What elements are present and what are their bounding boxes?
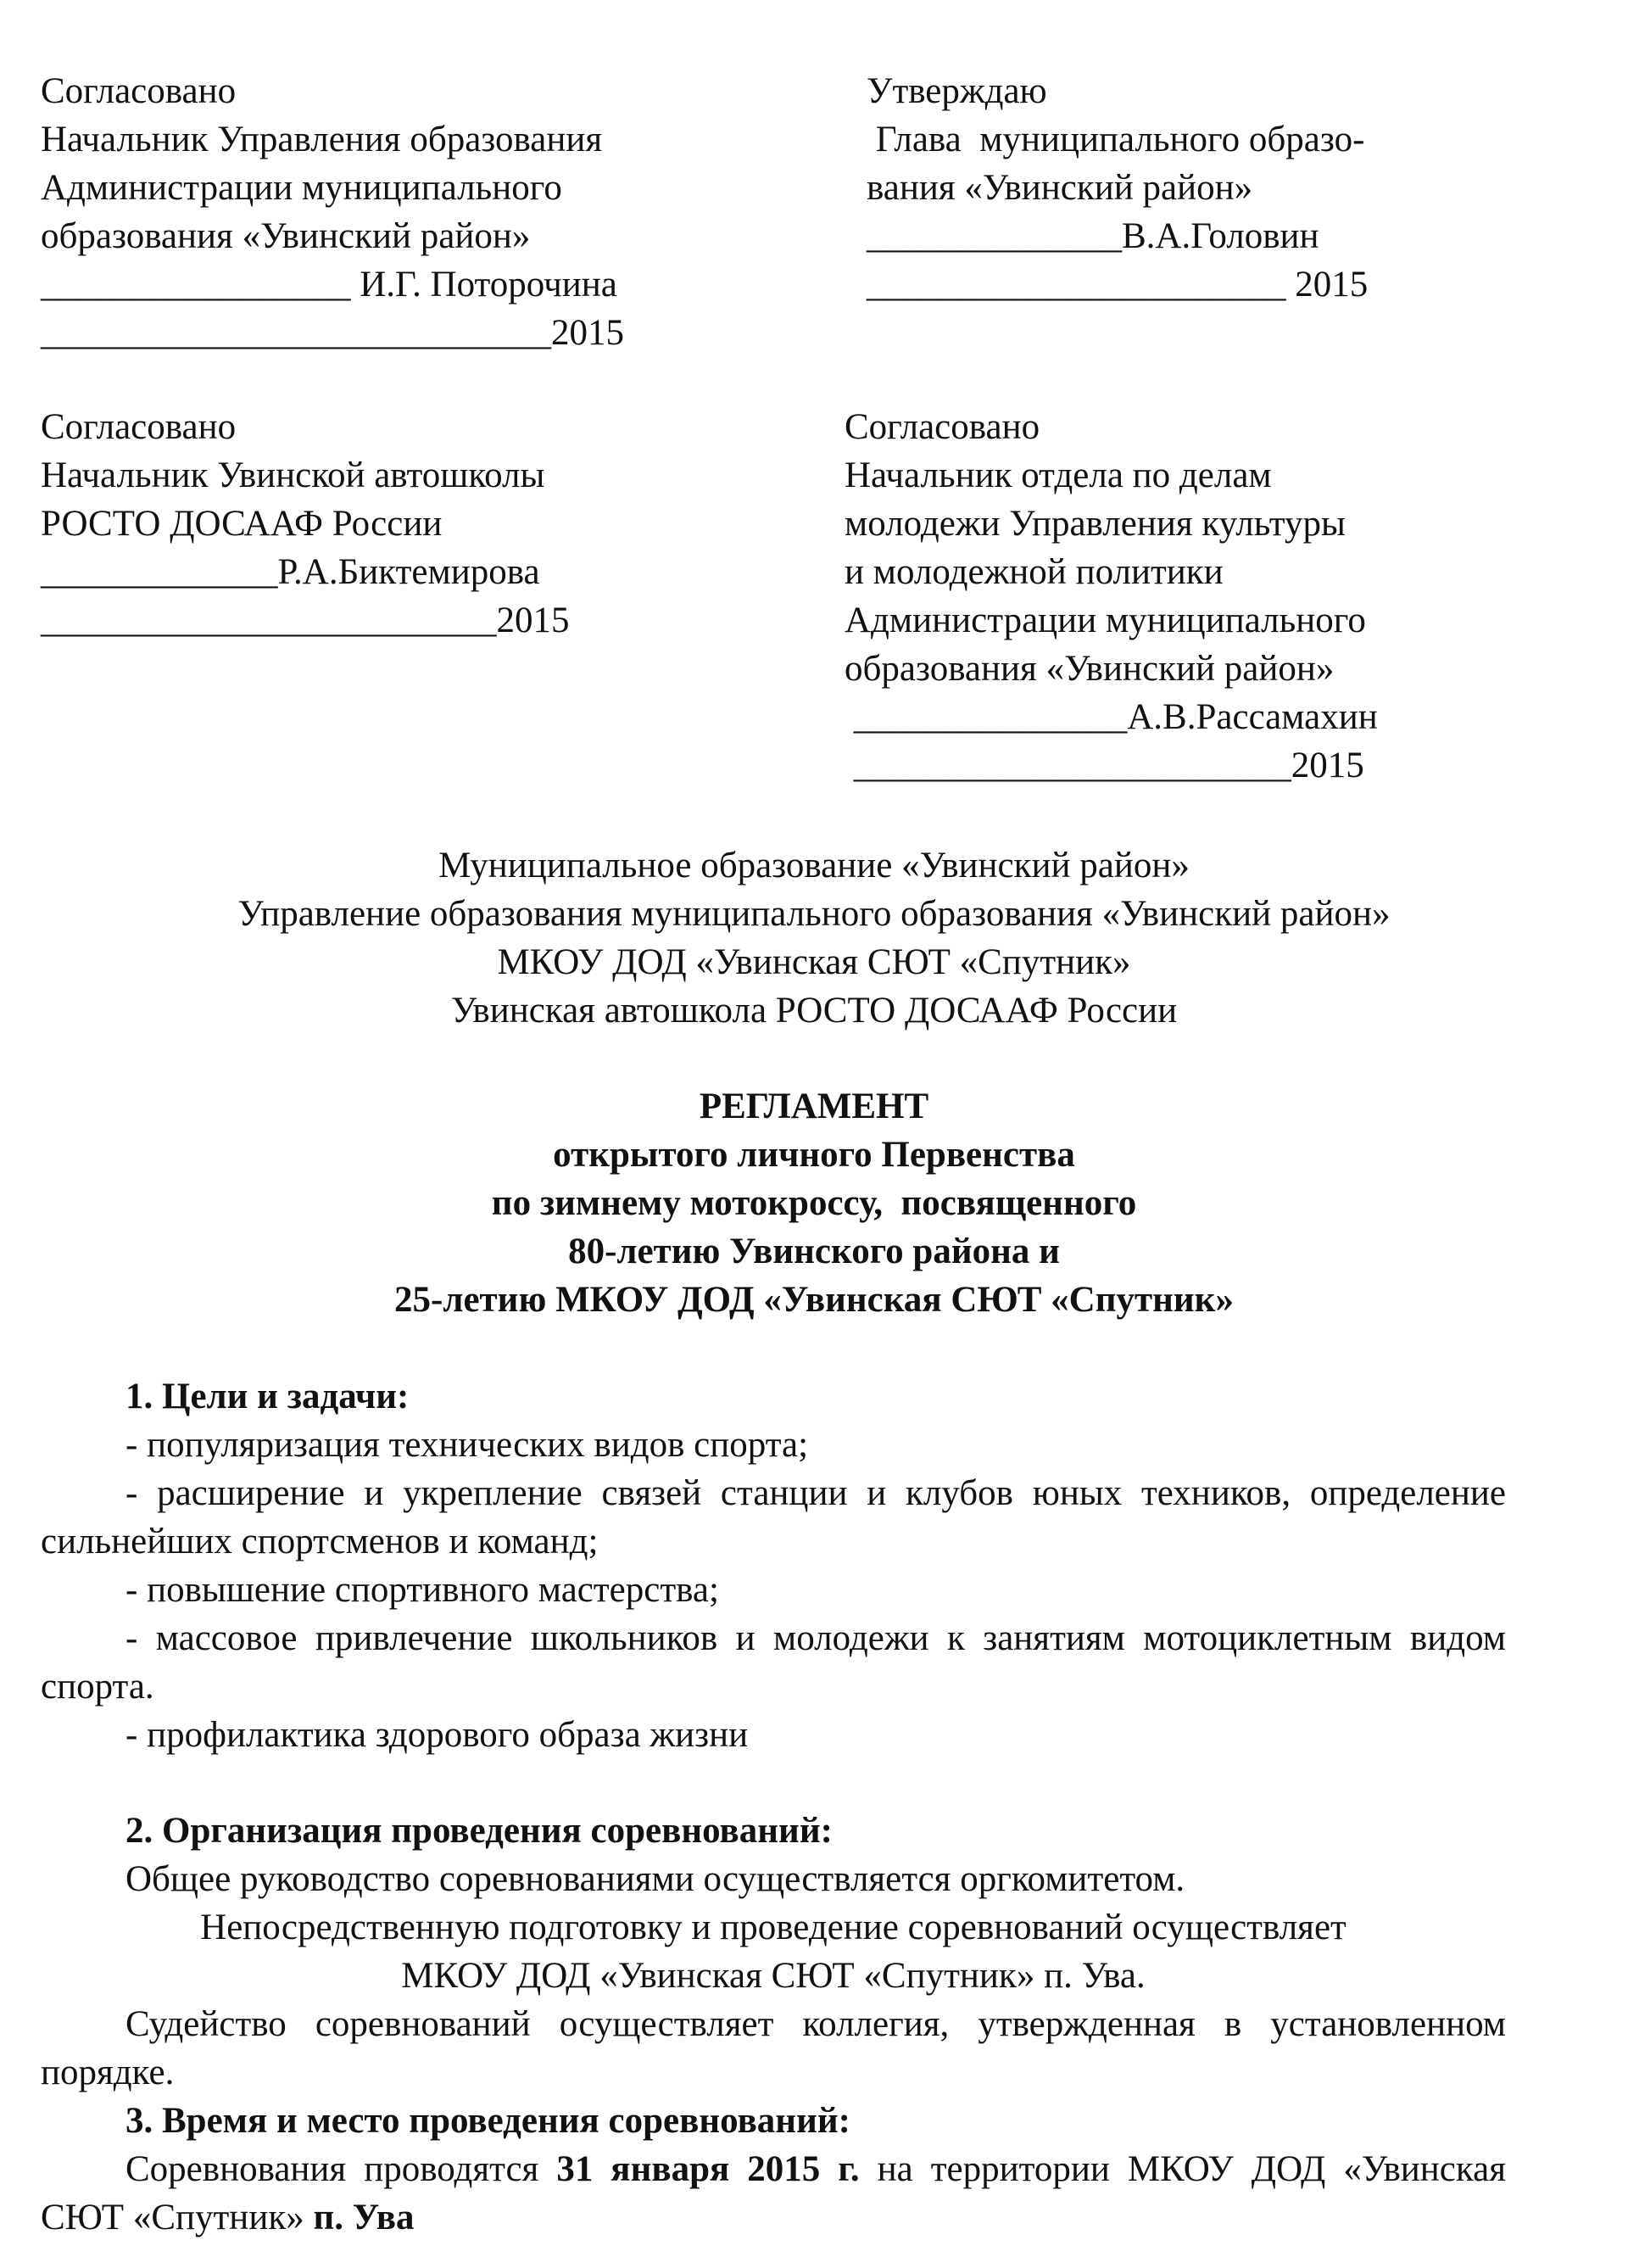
title-line: открытого личного Первенства bbox=[553, 1135, 1075, 1175]
section-heading: 2. Организация проведения соревнований: bbox=[125, 1811, 833, 1851]
event-date: 31 января 2015 г. bbox=[556, 2149, 860, 2189]
section-organization bbox=[41, 1807, 1506, 2097]
section-goals bbox=[41, 1372, 1506, 1759]
approval-block-top-right bbox=[867, 67, 1368, 309]
approval-block-top-left bbox=[41, 67, 624, 357]
approval-line: образования «Увинский район» bbox=[845, 649, 1335, 689]
organization-line: Муниципальное образование «Увинский район» bbox=[438, 846, 1190, 885]
date-line: _______________________ 2015 bbox=[867, 265, 1369, 304]
approval-line: Утверждаю bbox=[867, 71, 1047, 111]
paragraph-text: Соревнования проводятся bbox=[125, 2149, 557, 2189]
date-line: ____________________________2015 bbox=[41, 313, 624, 353]
approval-line: Глава муниципального образо- bbox=[867, 120, 1365, 159]
title-line: 80-летию Увинского района и bbox=[568, 1232, 1060, 1271]
approval-line: РОСТО ДОСААФ России bbox=[41, 504, 443, 544]
paragraph: Судейство соревнований осуществляет коллегия, утвержденная в установленном порядке. bbox=[41, 2004, 1506, 2092]
organization-line: Увинская автошкола РОСТО ДОСААФ России bbox=[450, 991, 1178, 1031]
approval-line: Начальник Увинской автошколы bbox=[41, 455, 545, 495]
signature-line: ______________В.А.Головин bbox=[867, 216, 1319, 256]
paragraph: Общее руководство соревнованиями осуществляется оргкомитетом. bbox=[125, 1859, 1185, 1899]
date-line: _________________________2015 bbox=[41, 601, 570, 640]
approval-block-mid-left bbox=[41, 403, 570, 645]
approval-line: Начальник Управления образования bbox=[41, 120, 603, 159]
event-place: п. Ува bbox=[313, 2198, 415, 2237]
approval-line: Согласовано bbox=[41, 71, 237, 111]
approval-line: Согласовано bbox=[845, 407, 1040, 447]
list-item: - популяризация технических видов спорта; bbox=[125, 1425, 809, 1465]
list-item: - расширение и укрепление связей станции и клубов юных техников, определение сильнейших спортсменов и команд; bbox=[41, 1473, 1506, 1561]
date-line: ________________________2015 bbox=[845, 746, 1364, 785]
organizations-block bbox=[0, 841, 1628, 1035]
section-heading: 3. Время и место проведения соревнований: bbox=[125, 2101, 850, 2141]
section-time-place bbox=[41, 2097, 1506, 2242]
title-line: 25-летию МКОУ ДОД «Увинская СЮТ «Спутник» bbox=[394, 1280, 1234, 1320]
document-title bbox=[0, 1082, 1628, 1324]
signature-line: _______________А.В.Рассамахин bbox=[845, 697, 1378, 737]
approval-line: вания «Увинский район» bbox=[867, 168, 1253, 208]
approval-line: Начальник отдела по делам bbox=[845, 455, 1272, 495]
approval-line: молодежи Управления культуры bbox=[845, 504, 1346, 544]
approval-line: Согласовано bbox=[41, 407, 237, 447]
organization-line: Управление образования муниципального образования «Увинский район» bbox=[237, 894, 1391, 934]
approval-block-mid-right bbox=[845, 403, 1378, 790]
paragraph-text: на территории МКОУ ДОД «Увинская СЮТ «Спутник» bbox=[41, 2149, 1506, 2237]
signature-line: _____________Р.А.Биктемирова bbox=[41, 552, 540, 592]
title-heading: РЕГЛАМЕНТ bbox=[699, 1087, 929, 1126]
list-item: - профилактика здорового образа жизни bbox=[125, 1715, 749, 1755]
list-item: - повышение спортивного мастерства; bbox=[125, 1570, 719, 1610]
approval-line: Администрации муниципального bbox=[845, 601, 1366, 640]
list-item: - массовое привлечение школьников и молодежи к занятиям мотоциклетным видом спорта. bbox=[41, 1618, 1506, 1707]
paragraph-centered: Непосредственную подготовку и проведение соревнований осуществляет bbox=[200, 1908, 1346, 1947]
section-heading: 1. Цели и задачи: bbox=[125, 1377, 410, 1416]
organization-line: МКОУ ДОД «Увинская СЮТ «Спутник» bbox=[497, 942, 1131, 982]
approval-line: Администрации муниципального bbox=[41, 168, 562, 208]
title-line: по зимнему мотокроссу, посвященного bbox=[491, 1183, 1137, 1223]
paragraph-centered: МКОУ ДОД «Увинская СЮТ «Спутник» п. Ува. bbox=[401, 1956, 1146, 1996]
approval-line: и молодежной политики bbox=[845, 552, 1224, 592]
approval-line: образования «Увинский район» bbox=[41, 216, 531, 256]
signature-line: _________________ И.Г. Поторочина bbox=[41, 265, 617, 304]
paragraph bbox=[41, 2145, 1506, 2242]
